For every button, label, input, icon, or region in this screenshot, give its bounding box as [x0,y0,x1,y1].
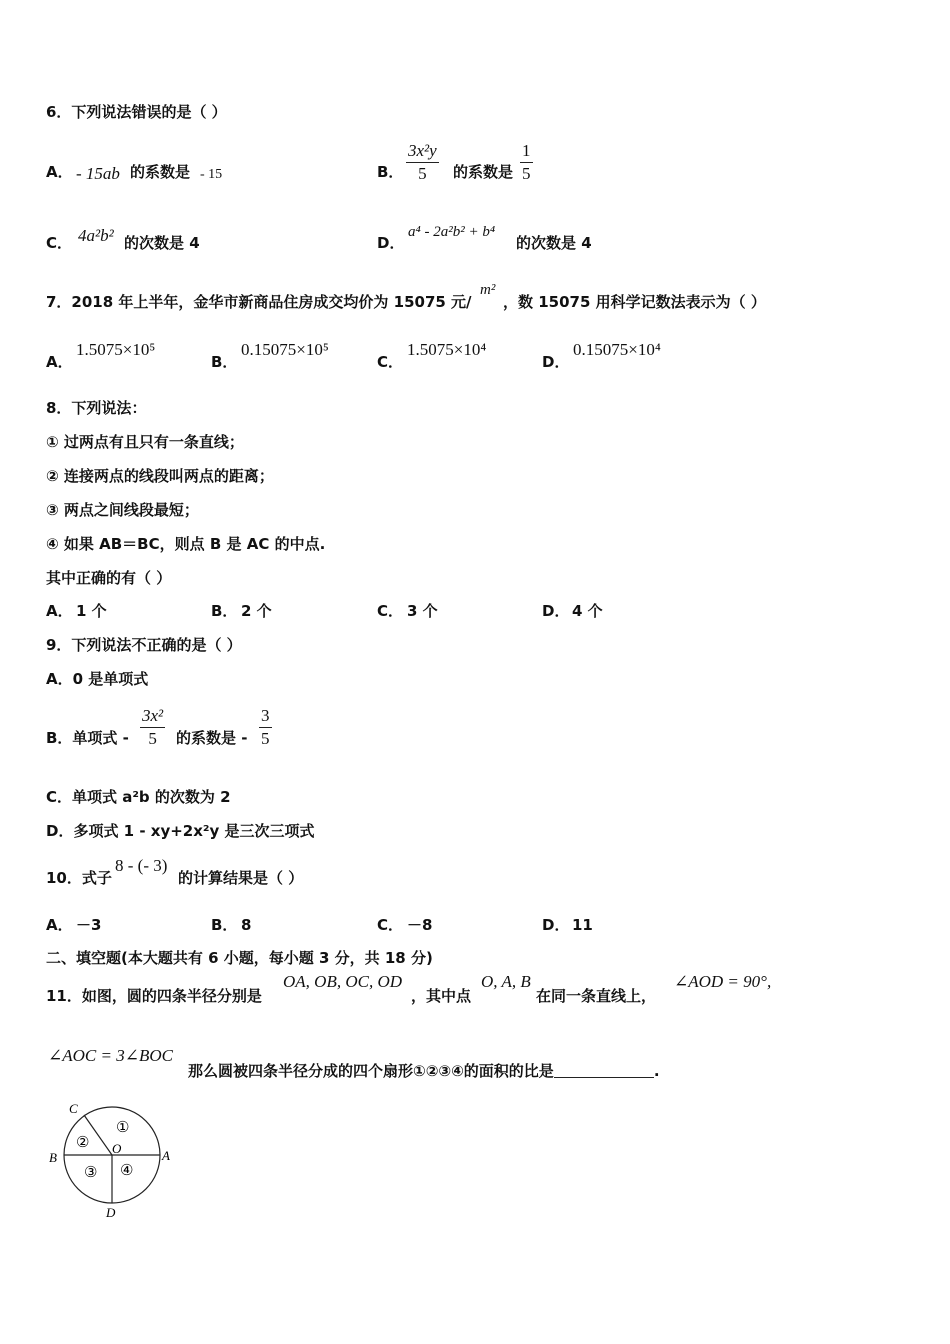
q7-option-a-value: 1.5075×10⁵ [76,340,156,359]
q8-statement-1: ① 过两点有且只有一条直线； [46,433,244,451]
label-d: D [106,1205,116,1220]
q8-stem: 8．下列说法： [46,399,147,417]
q6-option-c-label: C． [46,234,73,252]
q10-option-c-label: C． [377,916,404,934]
q9-b-denominator: 5 [148,729,157,748]
q11-answer-blank[interactable] [554,1063,654,1078]
q7-option-b-value: 0.15075×10⁵ [241,340,329,359]
q11-stem-part4 [188,1061,660,1081]
q8-option-b-label: B． [211,602,238,620]
q7-option-c-label: C． [377,353,404,371]
q9-option-b-prefix: B．单项式 - [46,729,129,747]
q7-option-d-value: 0.15075×10⁴ [573,340,661,359]
q8-option-a-label: A． [46,602,73,620]
q9-option-d: D．多项式 1 - xy+2x²y 是三次三项式 [46,822,315,840]
q10-option-a-label: A． [46,916,73,934]
q10-stem-part1: 10．式子 [46,869,112,887]
q6-b-value-numerator: 1 [520,140,533,163]
q9-option-b-text: 的系数是 - [176,729,248,747]
q7-option-b-label: B． [211,353,238,371]
q11-radii: OA, OB, OC, OD [283,972,402,991]
q11-stem-part3: 在同一条直线上， [536,987,657,1005]
q8-statement-3: ③ 两点之间线段最短； [46,501,199,519]
q11-stem-part2: ，其中点 [411,987,472,1005]
q6-b-numerator: 3x²y [406,140,439,163]
sector-3-label: ③ [84,1165,98,1181]
q8-option-a-value: 1 个 [76,602,107,620]
q7-option-d-label: D． [542,353,570,371]
q8-option-c-value: 3 个 [407,602,438,620]
q10-option-d-label: D． [542,916,570,934]
q9-b-numerator: 3x² [140,705,165,728]
q6-b-value-denominator: 5 [522,164,531,183]
q6-option-a-value: - 15 [200,167,223,182]
label-o: O [112,1141,122,1156]
q8-option-d-label: D． [542,602,570,620]
q10-option-c-value: －8 [407,916,433,934]
q10-option-b-value: 8 [241,916,252,934]
q11-stem-text: 那么圆被四条半径分成的四个扇形①②③④的面积的比是 [188,1062,554,1080]
q9-b-value-denominator: 5 [261,729,270,748]
q6-option-b-value-fraction [520,140,533,185]
q6-option-b-fraction [406,140,439,185]
q7-stem-part2: ，数 15075 用科学记数法表示为（ ） [503,293,766,311]
q6-option-b-label: B． [377,163,404,181]
q8-ask: 其中正确的有（ ） [46,569,172,587]
q9-b-value-numerator: 3 [259,705,272,728]
label-a: A [162,1148,170,1163]
q6-option-d-text: 的次数是 4 [516,234,592,252]
q9-stem: 9．下列说法不正确的是（ ） [46,636,242,654]
q11-stem-end: . [653,1062,660,1080]
q11-angle-aod: ∠AOD = 90°, [674,972,772,991]
q9-option-b-fraction [140,705,165,750]
q6-option-b-text: 的系数是 [453,163,514,181]
q8-option-c-label: C． [377,602,404,620]
q6-option-d-label: D． [377,234,405,252]
q11-angle-aoc: ∠AOC = 3∠BOC [48,1046,173,1065]
q11-points: O, A, B [481,972,531,991]
q7-option-c-value: 1.5075×10⁴ [407,340,487,359]
q10-option-a-value: －3 [76,916,102,934]
q10-expression: 8 - (- 3) [115,856,168,875]
sector-1-label: ① [116,1120,130,1136]
q9-option-c: C．单项式 a²b 的次数为 2 [46,788,231,806]
q10-stem-part2: 的计算结果是（ ） [178,869,304,887]
q10-option-b-label: B． [211,916,238,934]
q7-option-a-label: A． [46,353,73,371]
q8-statement-2: ② 连接两点的线段叫两点的距离； [46,467,274,485]
section-2-heading: 二、填空题(本大题共有 6 小题，每小题 3 分，共 18 分) [46,949,433,967]
q11-stem-part1: 11．如图，圆的四条半径分别是 [46,987,262,1005]
sector-2-label: ② [76,1135,90,1151]
q8-statement-4: ④ 如果 AB＝BC，则点 B 是 AC 的中点. [46,535,326,553]
q9-option-b-value-fraction [259,705,272,750]
q7-stem-part1: 7．2018 年上半年，金华市新商品住房成交均价为 15075 元/ [46,293,472,311]
q6-option-c-text: 的次数是 4 [124,234,200,252]
sector-4-label: ④ [120,1163,134,1179]
label-c: C [69,1101,78,1116]
q6-option-c-expr: 4a²b² [78,226,114,245]
q6-option-d-expr: a⁴ - 2a²b² + b⁴ [408,224,496,240]
q6-option-a-text: 的系数是 [130,163,191,181]
circle-sector-figure [40,1100,180,1220]
q9-option-a: A．0 是单项式 [46,670,149,688]
q8-option-b-value: 2 个 [241,602,272,620]
q6-option-a-label: A． [46,163,73,181]
q10-option-d-value: 11 [572,916,593,934]
q7-unit: m² [480,282,496,298]
q6-option-a-expr: - 15ab [76,164,120,183]
label-b: B [49,1150,57,1165]
q6-stem: 6．下列说法错误的是（ ） [46,103,227,121]
q8-option-d-value: 4 个 [572,602,603,620]
q6-b-denominator: 5 [418,164,427,183]
